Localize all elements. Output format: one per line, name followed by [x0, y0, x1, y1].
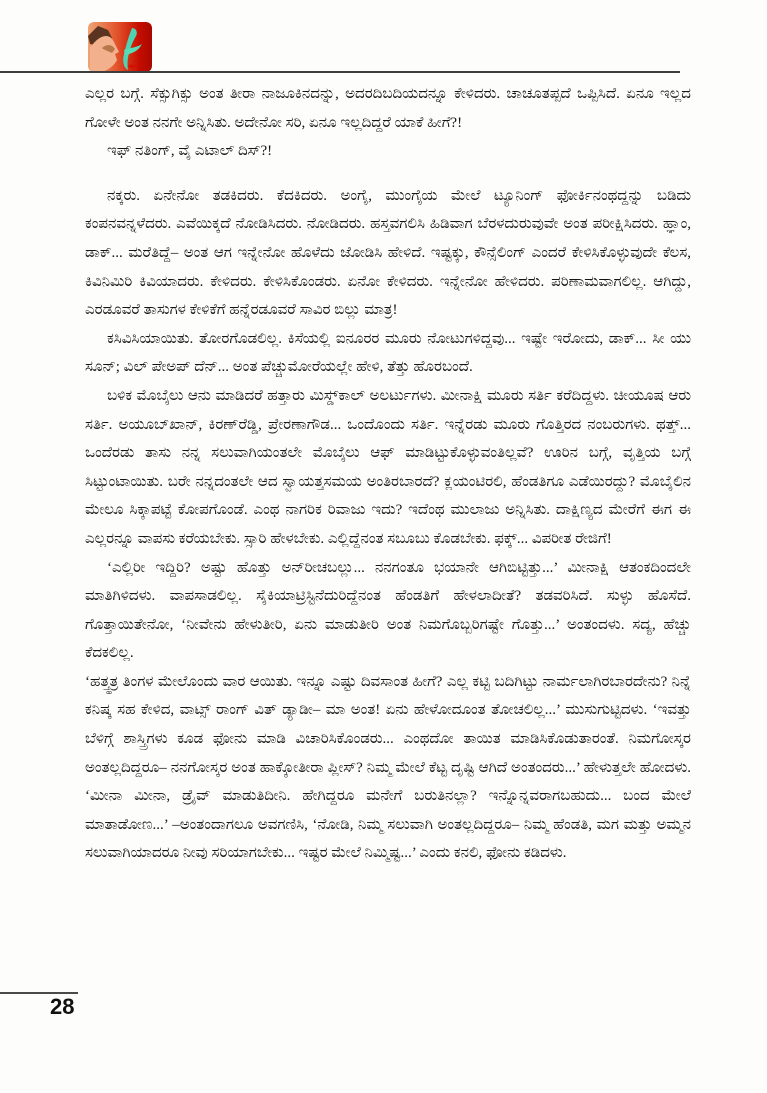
body-paragraph-4: ಕಸಿವಿಸಿಯಾಯಿತು. ತೋರಗೊಡಲಿಲ್ಲ. ಕಿಸೆಯಲ್ಲಿ ಐನೂರರ ಮೂರು ನೋಟುಗಳಿದ್ದವು... ಇಷ್ಟೇ ಇರೋದು, ಡಾಕ್... ಸೀ ಯು ಸೂನ್; ವಿಲ್ ಪೇಅಪ್ ದೆನ್... ಅಂತ ಪೆಚ್ಚುಮೋರೆಯಲ್ಲೇ ಹೇಳಿ, ತೆತ್ತು ಹೊರಬಂದೆ.	[85, 330, 691, 376]
publisher-logo	[88, 22, 152, 72]
body-paragraph-3: ನಕ್ಕರು. ಏನೇನೋ ತಡಕಿದರು. ಕೆದಕಿದರು. ಅಂಗೈ, ಮುಂಗೈಯ ಮೇಲೆ ಟ್ಯೂನಿಂಗ್ ಫೋರ್ಕಿನಂಥದ್ದನ್ನು ಬಡಿದು ಕಂಪನವನ್ನಳೆದರು. ಎವೆಯಿಕ್ಕದೆ ನೋಡಿಸಿದರು. ನೋಡಿದರು. ಹಸ್ತವಗಲಿಸಿ ಹಿಡಿವಾಗ ಬೆರಳದುರುವುವೇ ಅಂತ ಪರೀಕ್ಷಿಸಿದರು. ಹ್ಞಾಂ, ಡಾಕ್... ಮರೆತಿದ್ದೆ– ಅಂತ ಆಗ ಇನ್ನೇನೋ ಹೊಳೆದು ಜೋಡಿಸಿ ಹೇಳಿದೆ. ಇಷ್ಟಕ್ಕು, ಕೌನ್ಸೆಲಿಂಗ್ ಎಂದರೆ ಕೇಳಿಸಿಕೊಳ್ಳುವುದೇ ಕೆಲಸ, ಕಿವಿನಿಮಿರಿ ಕಿವಿಯಾದರು. ಕೇಳಿದರು. ಕೇಳಿಸಿಕೊಂಡರು. ಏನೋ ಕೇಳಿದರು. ಇನ್ನೇನೋ ಹೇಳಿದರು. ಪರಿಣಾಮವಾಗಲಿಲ್ಲ. ಆಗಿದ್ದು, ಎರಡೂವರೆ ತಾಸುಗಳ ಕೇಳಿಕೆಗೆ ಹನ್ನೆರಡೂವರೆ ಸಾವಿರ ಬಿಲ್ಲು ಮಾತ್ರ!	[85, 187, 691, 319]
header-rule	[0, 71, 680, 73]
body-paragraph-7: ‘ಹತ್ತ್ಹತ್ರ ತಿಂಗಳ ಮೇಲೊಂದು ವಾರ ಆಯಿತು. ಇನ್ನೂ ಎಷ್ಟು ದಿವಸಾಂತ ಹೀಗೆ? ಎಲ್ಲ ಕಟ್ಟಿ ಬದಿಗಿಟ್ಟು ನಾರ್ಮಲಾಗಿರಬಾರದೇನು? ನಿನ್ನೆ ಕನಿಷ್ಕ ಸಹ ಕೇಳಿದ, ವಾಟ್ಸ್ ರಾಂಗ್ ವಿತ್ ಡ್ಯಾಡೀ– ಮಾ ಅಂತ! ಏನು ಹೇಳೋದೂಂತ ತೋಚಲಿಲ್ಲ...’ ಮುಸುಗುಟ್ಟಿದಳು. ‘ಇವತ್ತು ಬೆಳಿಗ್ಗೆ ಶಾಸ್ತ್ರಿಗಳು ಕೂಡ ಫೋನು ಮಾಡಿ ವಿಚಾರಿಸಿಕೊಂಡರು... ಎಂಥದೋ ತಾಯಿತ ಮಾಡಿಸಿಕೊಡುತಾರಂತೆ. ನಿಮಗೋಸ್ಕರ ಅಂತಲ್ಲದಿದ್ದರೂ– ನನಗೋಸ್ಕರ ಅಂತ ಹಾಕ್ಕೋತೀರಾ ಪ್ಲೀಸ್? ನಿಮ್ಮ ಮೇಲೆ ಕೆಟ್ಟ ದೃಷ್ಟಿ ಆಗಿದೆ ಅಂತಂದರು...’ ಹೇಳುತ್ತಲೇ ಹೋದಳು. ‘ಮೀನಾ ಮೀನಾ, ಡ್ರೈವ್ ಮಾಡುತಿದೀನಿ. ಹೇಗಿದ್ದರೂ ಮನೇಗೆ ಬರುತಿನಲ್ಲಾ? ಇನ್ನೊನ್ನವರಾಗಬಹುದು... ಬಂದ ಮೇಲೆ ಮಾತಾಡೋಣ...’ –ಅಂತಂದಾಗಲೂ ಅವಗಣಿಸಿ, ‘ನೋಡಿ, ನಿಮ್ಮ ಸಲುವಾಗಿ ಅಂತಲ್ಲದಿದ್ದರೂ– ನಿಮ್ಮ ಹೆಂಡತಿ, ಮಗ ಮತ್ತು ಅಮ್ಮನ ಸಲುವಾಗಿಯಾದರೂ ನೀವು ಸರಿಯಾಗಬೇಕು... ಇಷ್ಟರ ಮೇಲೆ ನಿಮ್ಮಿಷ್ಟ...’ ಎಂದು ಕನಲಿ, ಫೋನು ಕಡಿದಳು.	[85, 673, 691, 862]
body-text	[85, 80, 691, 868]
body-paragraph-2: ಇಫ್ ನತಿಂಗ್, ವೈ ಎಟಾಲ್ ದಿಸ್?!	[107, 143, 273, 160]
body-paragraph-5: ಬಳಿಕ ಮೊಬೈಲು ಆನು ಮಾಡಿದರೆ ಹತ್ತಾರು ಮಿಸ್ಡ್‌ಕಾಲ್ ಅಲರ್ಟುಗಳು. ಮೀನಾಕ್ಷಿ ಮೂರು ಸರ್ತಿ ಕರೆದಿದ್ದಳು. ಚೀಯೂಷ ಆರು ಸರ್ತಿ. ಅಯೂಬ್‌ಖಾನ್, ಕಿರಣ್‌ರೆಡ್ಡಿ, ಪ್ರೇರಣಾಗೌಡ... ಒಂದೊಂದು ಸರ್ತಿ. ಇನ್ನೆರಡು ಮೂರು ಗೊತ್ತಿರದ ನಂಬರುಗಳು. ಥತ್ತ್... ಒಂದೆರಡು ತಾಸು ನನ್ನ ಸಲುವಾಗಿಯಂತಲೇ ಮೊಬೈಲು ಆಫ್ ಮಾಡಿಟ್ಟುಕೊಳ್ಳುವಂತಿಲ್ಲವೆ? ಊರಿನ ಬಗ್ಗೆ, ವೃತ್ತಿಯ ಬಗ್ಗೆ ಸಿಟ್ಟುಂಟಾಯಿತು. ಬರೇ ನನ್ನದಂತಲೇ ಆದ ಸ್ವಾಯತ್ತಸಮಯ ಅಂತಿರಬಾರದೆ? ಕ್ಲಯಂಟಿರಲಿ, ಹೆಂಡತಿಗೂ ಎಡೆಯಿರದ್ದು? ಮೊಬೈಲಿನ ಮೇಲೂ ಸಿಕ್ಕಾಪಟ್ಟೆ ಕೋಪಗೊಂಡೆ. ಎಂಥ ನಾಗರಿಕ ರಿವಾಜು ಇದು? ಇದೆಂಥ ಮುಲಾಜು ಅನ್ನಿಸಿತು. ದಾಕ್ಷಿಣ್ಯದ ಮೇರೆಗೆ ಈಗ ಈ ಎಲ್ಲರನ್ನೂ ವಾಪಸು ಕರೆಯಬೇಕು. ಸ್ಸಾರಿ ಹೇಳಬೇಕು. ಎಲ್ಲಿದ್ದೆನಂತ ಸಬೂಬು ಕೊಡಬೇಕು. ಫಕ್ಕ್... ವಿಪರೀತ ರೇಜಿಗೆ!	[85, 387, 691, 547]
body-paragraph-1: ಎಲ್ಲರ ಬಗ್ಗೆ. ಸೆಕ್ಸುಗಿಕ್ಸು ಅಂತ ತೀರಾ ನಾಜೂಕಿನದನ್ನು, ಅದರದಿಬದಿಯದನ್ನೂ ಕೇಳಿದರು. ಚಾಚೂತಪ್ಪದೆ ಒಪ್ಪಿಸಿದೆ. ಏನೂ ಇಲ್ಲದ ಗೋಳೇ ಅಂತ ನನಗೇ ಅನ್ನಿಸಿತು. ಅದೇನೋ ಸರಿ, ಏನೂ ಇಲ್ಲದಿದ್ದರೆ ಯಾಕೆ ಹೀಗೆ?!	[85, 86, 691, 131]
body-paragraph-6: ‘ಎಲ್ಲಿರೀ ಇದ್ದಿರಿ? ಅಷ್ಟು ಹೊತ್ತು ಅನ್‌ರೀಚಬಲ್ಲು... ನನಗಂತೂ ಭಯಾನೇ ಆಗಿಬಿಟ್ಟಿತ್ತು...’ ಮೀನಾಕ್ಷಿ ಆತಂಕದಿಂದಲೇ ಮಾತಿಗಿಳಿದಳು. ವಾಪಸಾಡಲಿಲ್ಲ. ಸೈಕಿಯಾಟ್ರಿಸ್ಟಿನೆದುರಿದ್ದೆನಂತ ಹೆಂಡತಿಗೆ ಹೇಳಲಾದೀತೆ? ತಡವರಿಸಿದೆ. ಸುಳ್ಳು ಹೊಸೆದೆ. ಗೊತ್ತಾಯಿತೇನೋ, ‘ನೀವೇನು ಹೇಳುತೀರಿ, ಏನು ಮಾಡುತೀರಿ ಅಂತ ನಿಮಗೊಬ್ಬರಿಗಷ್ಟೇ ಗೊತ್ತು...’ ಅಂತಂದಳು. ಸದ್ಯ, ಹೆಚ್ಚು ಕೆದಕಲಿಲ್ಲ.	[85, 559, 691, 662]
page-number: 28	[50, 994, 75, 1019]
publisher-logo-graphic	[88, 22, 152, 72]
